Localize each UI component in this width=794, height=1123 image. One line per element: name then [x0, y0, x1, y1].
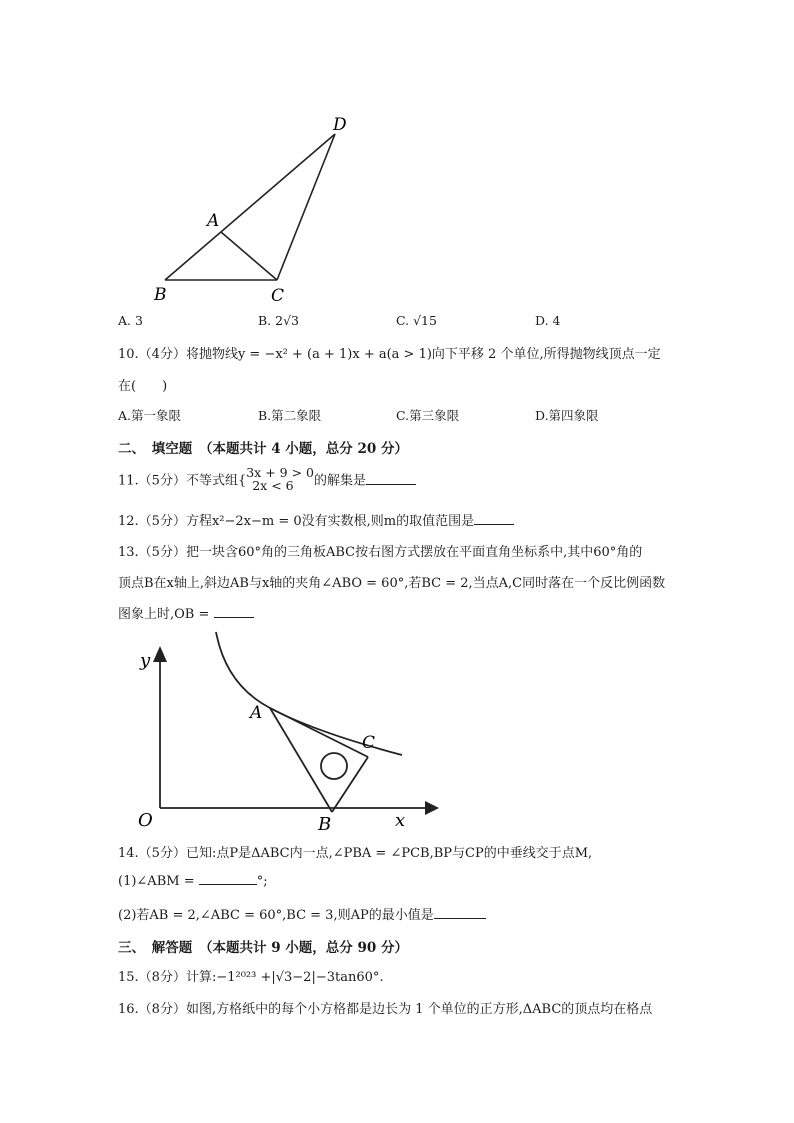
q9-option-d: D. 4	[535, 313, 561, 328]
q11-answer-blank	[366, 473, 416, 485]
label-a: A	[207, 211, 220, 231]
q12-line	[118, 510, 514, 529]
q12-text: 12.（5分）方程x²−2x−m = 0没有实数根,则m的取值范围是	[118, 514, 475, 529]
q13-line2: 顶点B在x轴上,斜边AB与x轴的夹角∠ABO = 60°,若BC = 2,当点A,C同时落在一个反比例函数	[118, 576, 666, 591]
section-2-heading: 二、 填空题 （本题共计 4 小题，总分 20 分）	[118, 441, 408, 457]
q9-option-a: A. 3	[118, 313, 143, 328]
q11-prefix: 11.（5分）不等式组{	[118, 473, 247, 489]
q10-line1: 10.（4分）将抛物线y = −x² + (a + 1)x + a(a > 1)向下平移 2 个单位,所得抛物线顶点一定	[118, 347, 661, 362]
label-axis-y: y	[140, 650, 151, 671]
q10-option-a: A.第一象限	[118, 408, 182, 423]
q14-part1-text: (1)∠ABM =	[118, 874, 199, 889]
q15-line: 15.（8分）计算:−1²⁰²³ +|√3−2|−3tan60°.	[118, 970, 384, 985]
q11-ineq-1: 3x + 9 > 0	[246, 465, 314, 480]
section-3-heading: 三、 解答题 （本题共计 9 小题，总分 90 分）	[118, 940, 408, 956]
q14-part1-suffix: °;	[256, 874, 268, 889]
q11-suffix: 的解集是	[313, 473, 366, 489]
figure-coordinate-triangle	[130, 630, 450, 835]
label-point-a: A	[250, 703, 263, 723]
q14-line2	[118, 873, 268, 889]
q14-part2-blank	[434, 907, 486, 919]
q9-option-b: B. 2√3	[258, 313, 300, 328]
q14-part2-text: (2)若AB = 2,∠ABC = 60°,BC = 3,则AP的最小值是	[118, 908, 434, 923]
q13-answer-blank	[214, 606, 254, 618]
q13-line1: 13.（5分）把一块含60°角的三角板ABC按右图方式摆放在平面直角坐标系中,其中60°角的	[118, 545, 643, 560]
label-origin-o: O	[138, 810, 153, 831]
q12-answer-blank	[474, 513, 514, 525]
q11-inequality-system	[246, 466, 314, 492]
label-d: D	[333, 115, 347, 135]
q10-line2: 在( )	[118, 379, 168, 394]
q13-line3-text: 图象上时,OB =	[118, 607, 214, 622]
q14-line1: 14.（5分）已知:点P是ΔABC内一点,∠PBA = ∠PCB,BP与CP的中垂线交于点M,	[118, 846, 593, 861]
q11-ineq-2: 2x < 6	[252, 478, 294, 493]
label-point-b: B	[318, 814, 332, 835]
q14-part1-blank	[199, 873, 257, 885]
q16-line: 16.（8分）如图,方格纸中的每个小方格都是边长为 1 个单位的正方形,ΔABC的顶点均在格点	[118, 1002, 653, 1017]
label-axis-x: x	[395, 810, 406, 831]
q10-option-c: C.第三象限	[396, 408, 460, 423]
label-point-c: C	[362, 733, 376, 753]
figure-triangle-abcd	[140, 108, 360, 308]
q10-option-b: B.第二象限	[258, 408, 322, 423]
q10-option-d: D.第四象限	[535, 408, 599, 423]
label-b: B	[154, 285, 167, 305]
label-c: C	[271, 286, 285, 306]
q13-line3	[118, 603, 254, 622]
q14-line3	[118, 904, 486, 923]
q9-option-c: C. √15	[396, 313, 437, 328]
q11-line	[118, 466, 416, 492]
